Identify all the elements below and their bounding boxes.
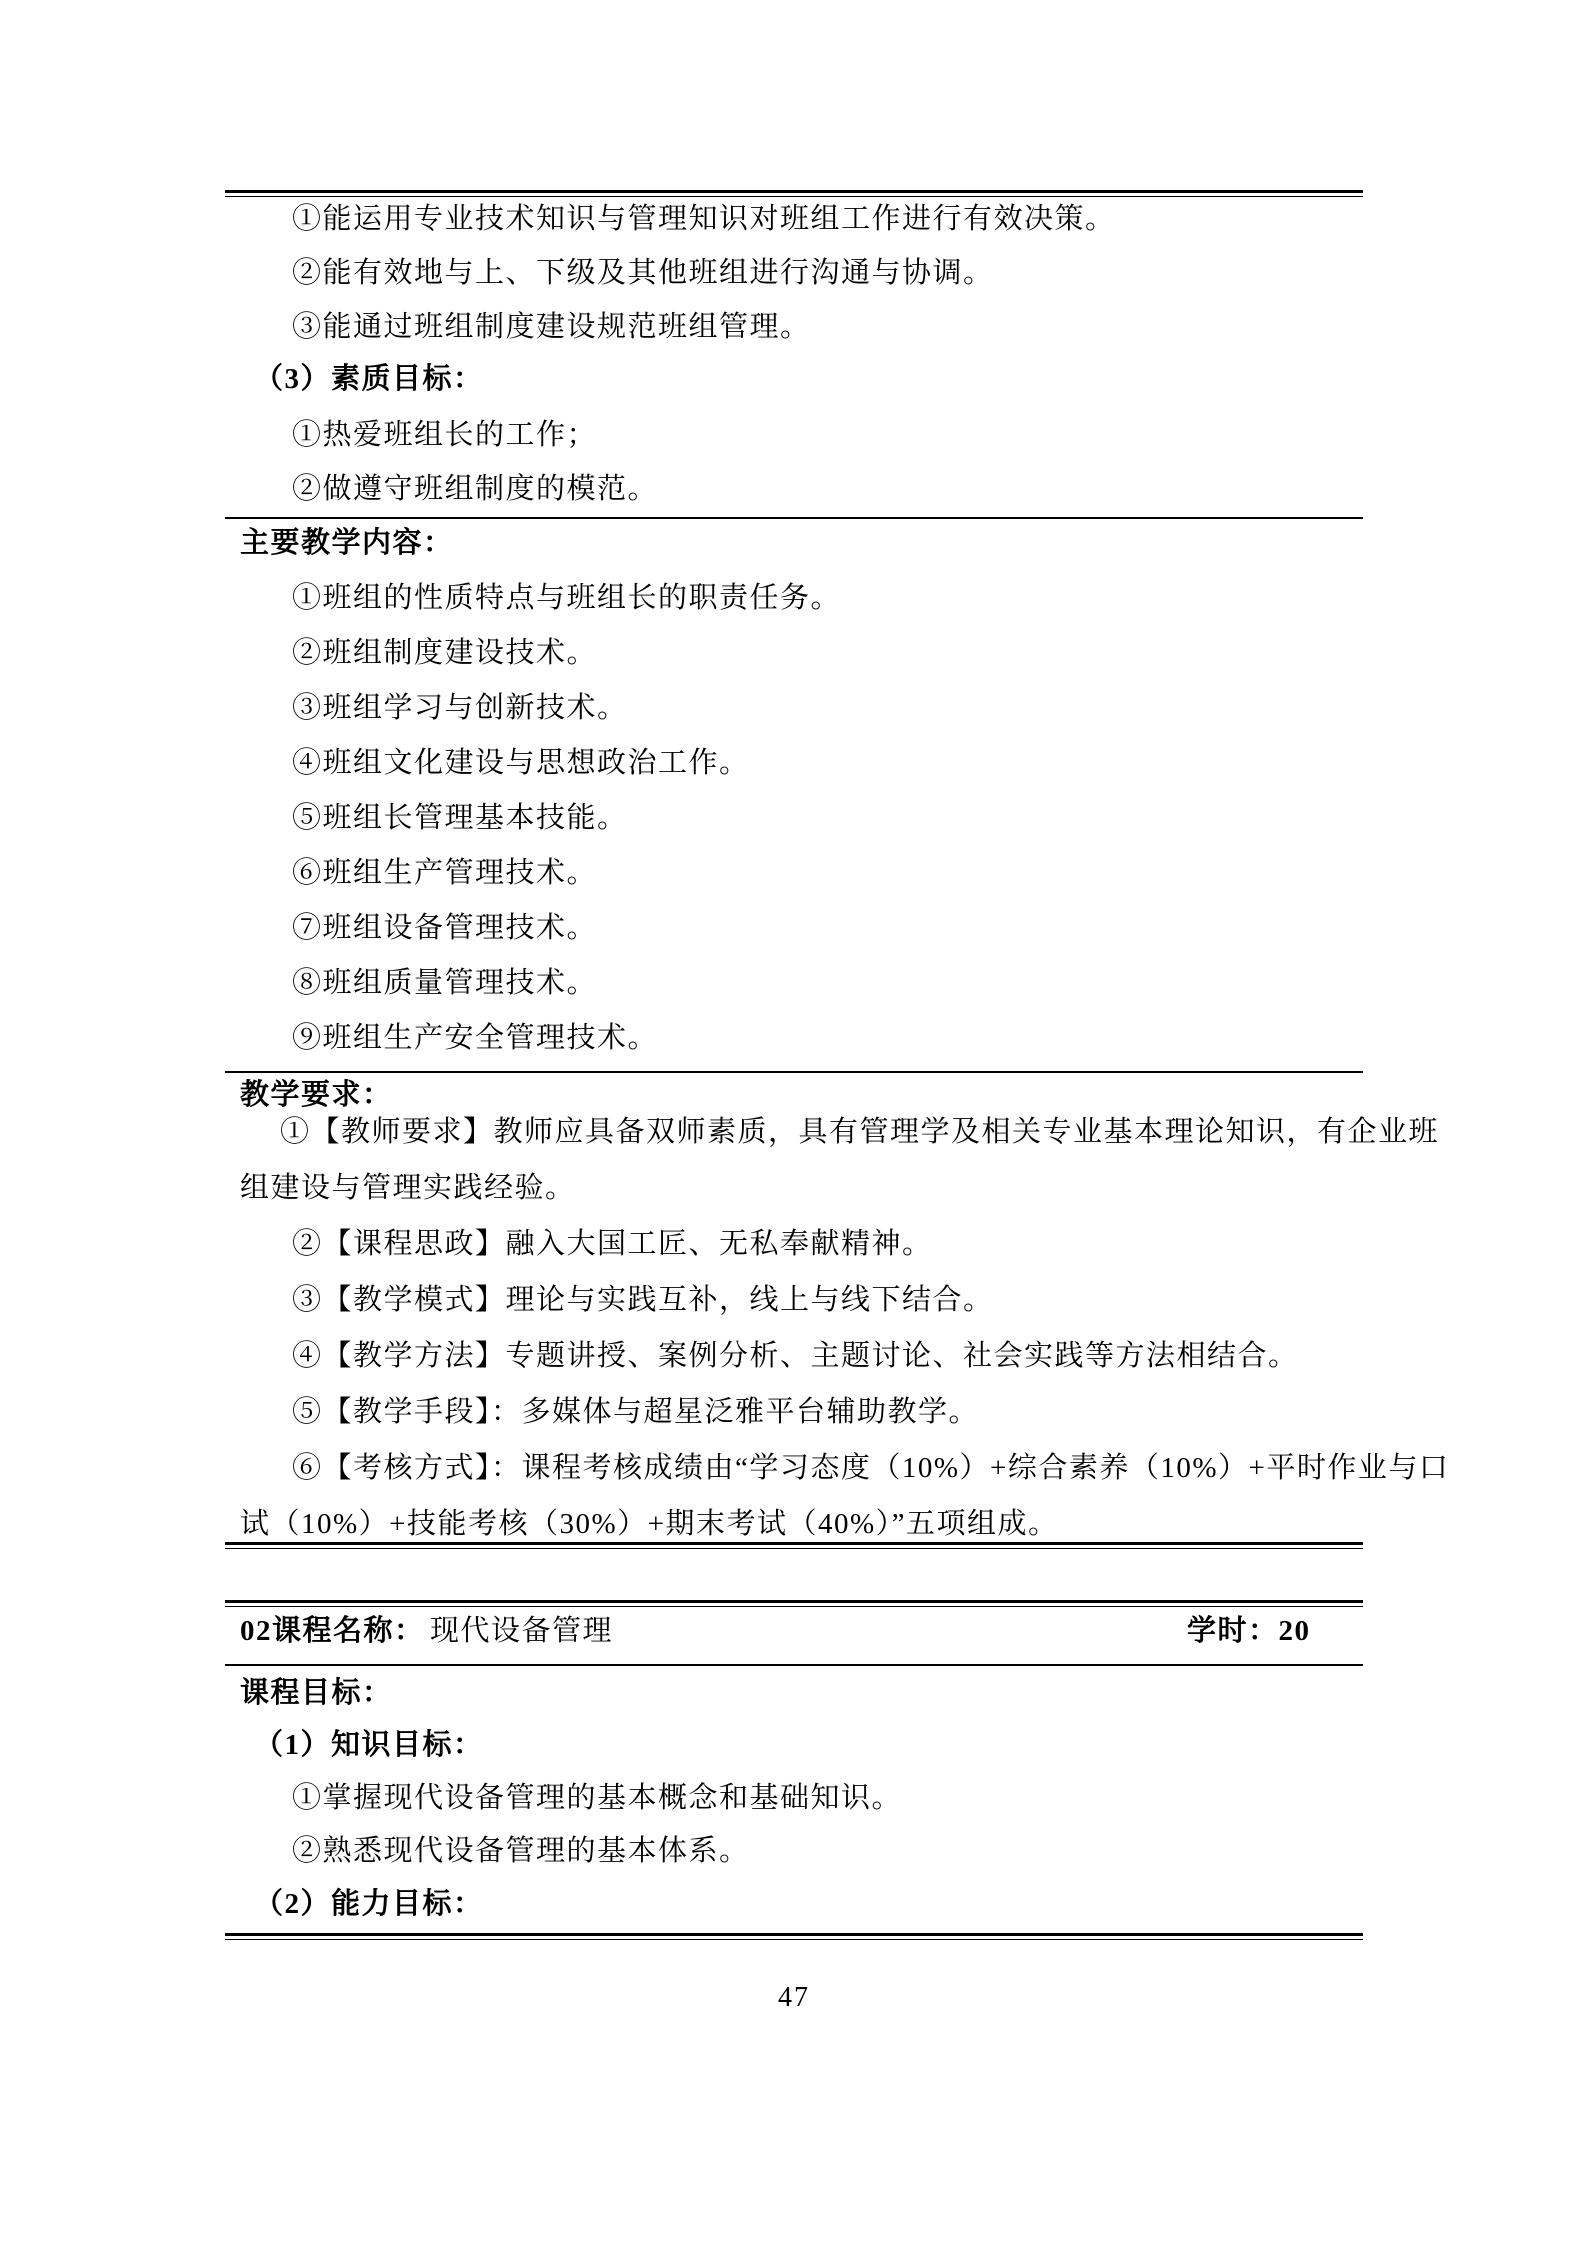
text-line-content-9: ⑨班组生产安全管理技术。 bbox=[292, 1022, 659, 1054]
section-divider-thin-1 bbox=[225, 517, 1363, 519]
course-number-label: 02课程名称： bbox=[240, 1615, 425, 1647]
text-line-content-1: ①班组的性质特点与班组长的职责任务。 bbox=[292, 582, 842, 614]
heading-knowledge-goals: （1）知识目标： bbox=[254, 1729, 484, 1761]
section-divider-thin-3 bbox=[225, 1664, 1363, 1666]
text-line-content-6: ⑥班组生产管理技术。 bbox=[292, 857, 598, 889]
heading-course-objectives: 课程目标： bbox=[240, 1677, 393, 1709]
section-divider-double-bottom bbox=[225, 1933, 1363, 1940]
heading-teaching-content: 主要教学内容： bbox=[240, 527, 454, 559]
text-line-req-1: ①【教师要求】教师应具备双师素质，具有管理学及相关专业基本理论知识，有企业班 bbox=[280, 1116, 1440, 1148]
text-line-knowledge-1: ①掌握现代设备管理的基本概念和基础知识。 bbox=[292, 1782, 903, 1814]
heading-quality-goals: （3）素质目标： bbox=[254, 363, 484, 395]
text-line-content-7: ⑦班组设备管理技术。 bbox=[292, 912, 598, 944]
text-line-ability-3: ③能通过班组制度建设规范班组管理。 bbox=[292, 311, 811, 343]
text-line-req-6: ⑥【考核方式】：课程考核成绩由“学习态度（10%）+综合素养（10%）+平时作业与口 bbox=[292, 1452, 1450, 1484]
text-line-content-2: ②班组制度建设技术。 bbox=[292, 637, 598, 669]
text-line-req-2: ②【课程思政】融入大国工匠、无私奉献精神。 bbox=[292, 1228, 933, 1260]
text-line-content-5: ⑤班组长管理基本技能。 bbox=[292, 802, 628, 834]
text-line-content-8: ⑧班组质量管理技术。 bbox=[292, 967, 598, 999]
text-line-content-4: ④班组文化建设与思想政治工作。 bbox=[292, 747, 750, 779]
text-line-quality-2: ②做遵守班组制度的模范。 bbox=[292, 473, 659, 505]
text-line-knowledge-2: ②熟悉现代设备管理的基本体系。 bbox=[292, 1835, 750, 1867]
heading-teaching-requirements: 教学要求： bbox=[240, 1079, 393, 1111]
section-divider-thin-2 bbox=[225, 1071, 1363, 1073]
text-line-req-5: ⑤【教学手段】：多媒体与超星泛雅平台辅助教学。 bbox=[292, 1396, 980, 1428]
course-name: 现代设备管理 bbox=[430, 1615, 614, 1647]
page-number: 47 bbox=[778, 1982, 810, 2013]
text-line-req-1-wrap: 组建设与管理实践经验。 bbox=[240, 1172, 576, 1204]
section-divider-double-table2-start bbox=[225, 1600, 1363, 1607]
text-line-ability-1: ①能运用专业技术知识与管理知识对班组工作进行有效决策。 bbox=[292, 203, 1116, 235]
section-divider-double-table1-end bbox=[225, 1542, 1363, 1549]
section-divider-double-top bbox=[225, 190, 1363, 197]
text-line-req-3: ③【教学模式】理论与实践互补，线上与线下结合。 bbox=[292, 1284, 994, 1316]
text-line-ability-2: ②能有效地与上、下级及其他班组进行沟通与协调。 bbox=[292, 257, 994, 289]
text-line-content-3: ③班组学习与创新技术。 bbox=[292, 692, 628, 724]
course-hours: 学时：20 bbox=[1187, 1615, 1311, 1647]
text-line-req-4: ④【教学方法】专题讲授、案例分析、主题讨论、社会实践等方法相结合。 bbox=[292, 1340, 1299, 1372]
text-line-req-6-wrap: 试（10%）+技能考核（30%）+期末考试（40%）”五项组成。 bbox=[240, 1508, 1059, 1540]
text-line-quality-1: ①热爱班组长的工作； bbox=[292, 419, 598, 451]
heading-ability-goals: （2）能力目标： bbox=[254, 1888, 484, 1920]
